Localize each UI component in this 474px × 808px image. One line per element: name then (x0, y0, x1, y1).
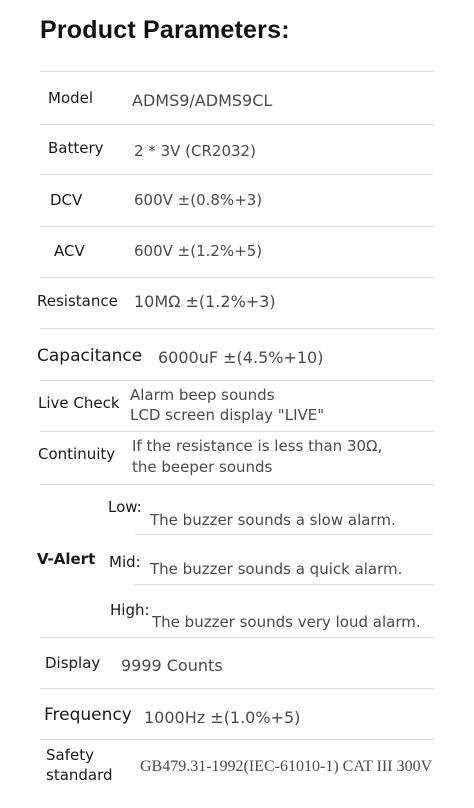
row-divider (134, 534, 434, 535)
row-divider (40, 328, 434, 329)
row-divider (40, 637, 434, 638)
v-alert-level-mid: Mid: (109, 553, 141, 571)
row-label-battery: Battery (48, 139, 104, 157)
v-alert-text-high: The buzzer sounds very loud alarm. (152, 613, 421, 631)
row-value-display: 9999 Counts (121, 656, 223, 675)
row-label-frequency: Frequency (44, 705, 132, 725)
row-divider (40, 174, 434, 175)
row-label-live-check: Live Check (38, 394, 120, 412)
row-divider (40, 739, 434, 740)
row-divider (40, 71, 434, 72)
v-alert-level-high: High: (110, 601, 150, 619)
row-label-safety-line-1: Safety (46, 746, 94, 764)
row-label-display: Display (45, 654, 101, 672)
row-value-acv: 600V ±(1.2%+5) (134, 242, 263, 260)
row-value-continuity-line-2: the beeper sounds (132, 458, 273, 476)
row-label-capacitance: Capacitance (37, 346, 143, 366)
row-divider (40, 688, 434, 689)
row-divider (40, 124, 434, 125)
row-label-resistance: Resistance (37, 292, 118, 310)
row-label-acv: ACV (54, 242, 85, 260)
row-label-dcv: DCV (50, 191, 83, 209)
row-divider (40, 226, 434, 227)
row-value-dcv: 600V ±(0.8%+3) (134, 191, 263, 209)
row-value-capacitance: 6000uF ±(4.5%+10) (158, 348, 324, 367)
row-value-frequency: 1000Hz ±(1.0%+5) (144, 708, 301, 727)
row-value-battery: 2 * 3V (CR2032) (134, 142, 256, 160)
row-label-continuity: Continuity (38, 445, 116, 463)
row-label-safety-line-2: standard (46, 766, 113, 784)
row-value-live-check-line-2: LCD screen display "LIVE" (130, 406, 325, 424)
v-alert-label: V-Alert (37, 550, 96, 568)
row-divider (40, 277, 434, 278)
row-value-continuity-line-1: If the resistance is less than 30Ω, (132, 437, 383, 455)
row-divider (40, 380, 434, 381)
row-value-live-check-line-1: Alarm beep sounds (130, 386, 275, 404)
row-divider (40, 431, 434, 432)
row-label-model: Model (48, 89, 94, 107)
page-title: Product Parameters: (40, 16, 290, 44)
row-value-model: ADMS9/ADMS9CL (132, 91, 273, 110)
v-alert-text-low: The buzzer sounds a slow alarm. (150, 511, 396, 529)
row-divider (40, 484, 434, 485)
v-alert-level-low: Low: (108, 498, 142, 516)
row-value-resistance: 10MΩ ±(1.2%+3) (134, 292, 276, 311)
v-alert-text-mid: The buzzer sounds a quick alarm. (150, 560, 403, 578)
row-value-safety: GB479.31-1992(IEC-61010-1) CAT III 300V (140, 758, 433, 775)
row-divider (134, 584, 434, 585)
